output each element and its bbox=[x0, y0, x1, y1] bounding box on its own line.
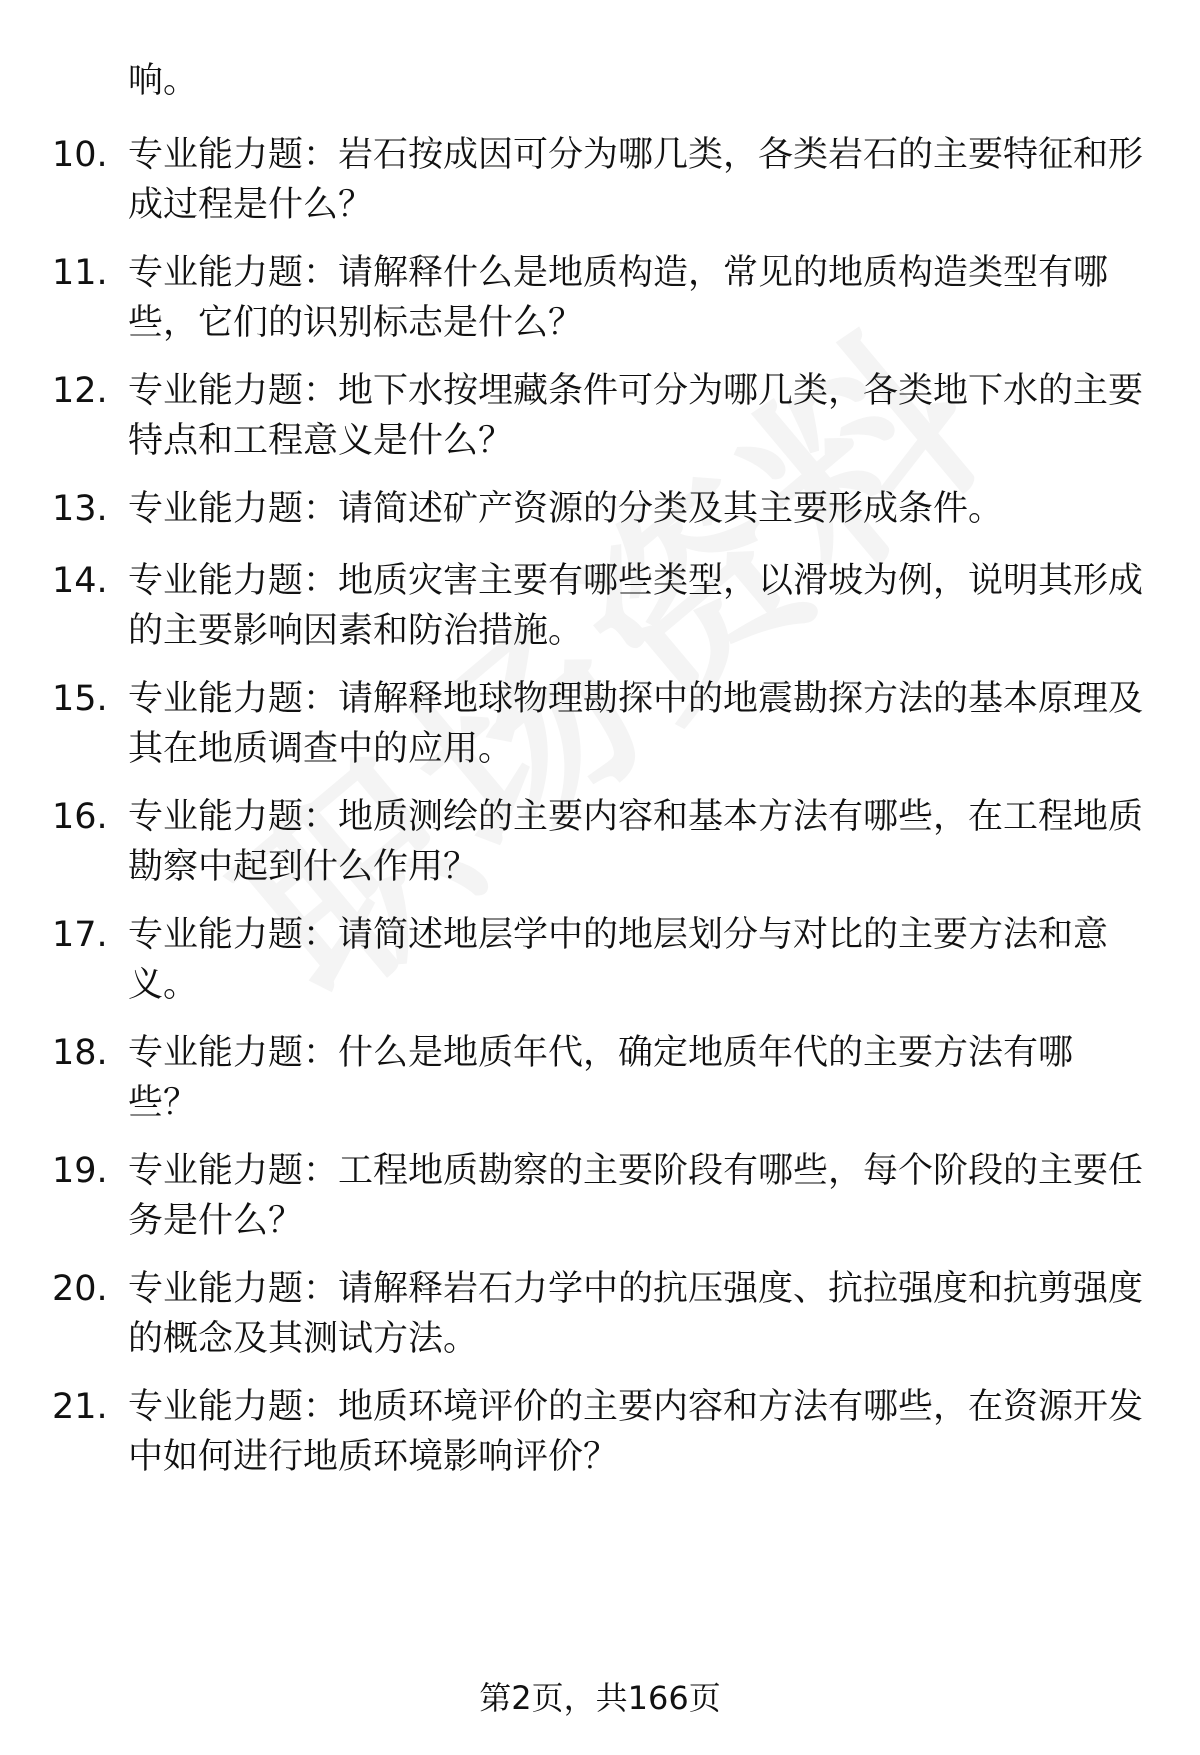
item-number: 11. bbox=[52, 253, 108, 293]
item-number: 10. bbox=[52, 135, 108, 175]
continuation-text: 响。 bbox=[128, 61, 199, 101]
item-text: 专业能力题：请简述地层学中的地层划分与对比的主要方法和意义。 bbox=[128, 915, 1109, 1005]
item-number: 20. bbox=[52, 1269, 108, 1309]
item-text: 专业能力题：地下水按埋藏条件可分为哪几类，各类地下水的主要特点和工程意义是什么？ bbox=[128, 371, 1144, 461]
item-number: 18. bbox=[52, 1033, 108, 1073]
item-number: 12. bbox=[52, 371, 108, 411]
item-text: 专业能力题：什么是地质年代，确定地质年代的主要方法有哪些？ bbox=[128, 1033, 1074, 1123]
item-text: 专业能力题：请解释岩石力学中的抗压强度、抗拉强度和抗剪强度的概念及其测试方法。 bbox=[128, 1269, 1144, 1359]
item-text: 专业能力题：工程地质勘察的主要阶段有哪些，每个阶段的主要任务是什么？ bbox=[128, 1151, 1144, 1241]
item-number: 15. bbox=[52, 679, 108, 719]
item-text: 专业能力题：地质环境评价的主要内容和方法有哪些，在资源开发中如何进行地质环境影响评价？ bbox=[128, 1387, 1144, 1477]
item-number: 21. bbox=[52, 1387, 108, 1427]
item-number: 17. bbox=[52, 915, 108, 955]
item-number: 14. bbox=[52, 561, 108, 601]
page-footer: 第2页，共166页 bbox=[479, 1679, 721, 1717]
item-number: 13. bbox=[52, 489, 108, 529]
item-number: 19. bbox=[52, 1151, 108, 1191]
item-text: 专业能力题：地质测绘的主要内容和基本方法有哪些，在工程地质勘察中起到什么作用？ bbox=[128, 797, 1144, 887]
item-text: 专业能力题：地质灾害主要有哪些类型，以滑坡为例，说明其形成的主要影响因素和防治措施。 bbox=[128, 561, 1144, 651]
item-number: 16. bbox=[52, 797, 108, 837]
item-text: 专业能力题：请简述矿产资源的分类及其主要形成条件。 bbox=[128, 489, 1004, 529]
item-text: 专业能力题：请解释地球物理勘探中的地震勘探方法的基本原理及其在地质调查中的应用。 bbox=[128, 679, 1144, 769]
item-text: 专业能力题：岩石按成因可分为哪几类，各类岩石的主要特征和形成过程是什么？ bbox=[128, 135, 1144, 225]
item-text: 专业能力题：请解释什么是地质构造，常见的地质构造类型有哪些，它们的识别标志是什么？ bbox=[128, 253, 1109, 343]
